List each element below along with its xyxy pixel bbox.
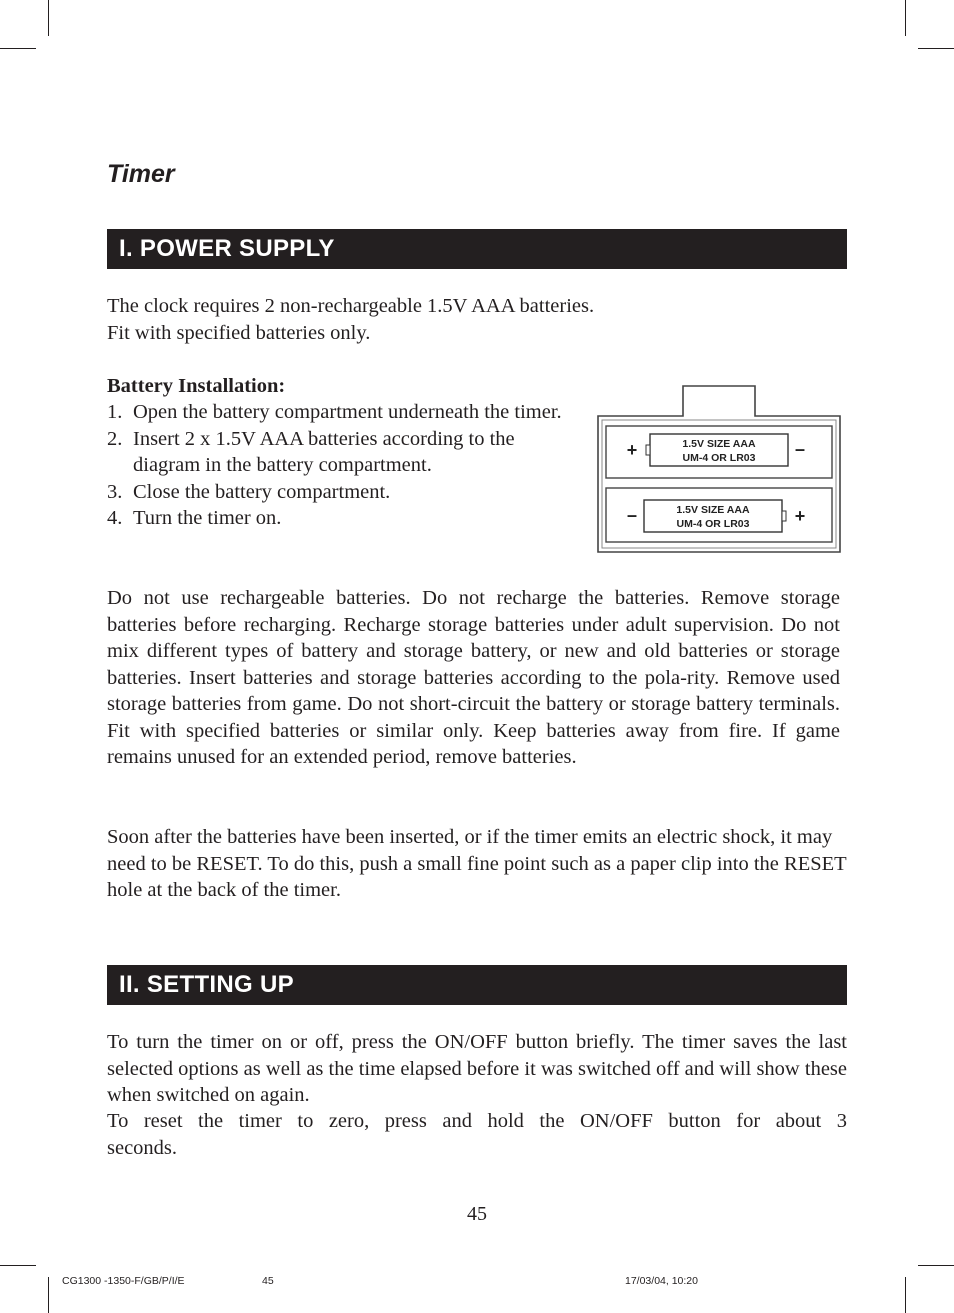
crop-mark [905, 1277, 906, 1313]
battery-label-top-line2: UM-4 OR LR03 [682, 452, 756, 464]
crop-mark [48, 1277, 49, 1313]
section-header-power-supply [107, 229, 847, 269]
footer-page: 45 [262, 1275, 274, 1287]
plus-sign: + [626, 440, 638, 460]
step-number: 2. [107, 427, 123, 450]
crop-mark [905, 0, 906, 36]
step-number: 4. [107, 507, 123, 529]
step-text: Open the battery compartment underneath the timer. [133, 401, 562, 423]
installation-steps [107, 399, 567, 532]
setting-up-paragraph: To turn the timer on or off, press the ON/OFF button briefly. The timer saves the last selected options as well as the time elapsed before it was switched off and will show these when switched on again. [107, 1031, 847, 1106]
section-header-label: I. POWER SUPPLY [119, 235, 335, 262]
list-item [107, 479, 567, 506]
reset-paragraph: Soon after the batteries have been inserted, or if the timer emits an electric shock, it may need to be RESET. To do this, push a small fine point such as a paper clip into the RESET hole at the back of the timer. [107, 826, 847, 901]
battery-warning-paragraph: Do not use rechargeable batteries. Do not recharge the batteries. Remove storage batteries before recharging. Recharge storage batteries under adult supervision. Do not mix different types of battery and storage battery, or new and old batteries or storage batteries. Insert batteries and storage batteries according to the pola-rity. Remove used storage batteries from game. Do not short-circuit the battery or storage battery terminals. Fit with specified batteries or similar only. Keep batteries away from fire. If game remains unused for an extended period, remove batteries. [107, 587, 840, 768]
list-item [107, 505, 567, 532]
battery-label-top-line1: 1.5V SIZE AAA [682, 438, 756, 450]
crop-mark [0, 1265, 36, 1266]
battery-label-bottom-line2: UM-4 OR LR03 [676, 518, 750, 530]
step-text: Turn the timer on. [133, 507, 282, 529]
page-number: 45 [467, 1203, 487, 1225]
minus-sign: – [626, 505, 638, 525]
minus-sign: – [794, 439, 806, 459]
page-title: Timer [107, 160, 175, 188]
list-item [107, 426, 567, 479]
step-text: Insert 2 x 1.5V AAA batteries according to the diagram in the battery compartment. [133, 427, 515, 476]
plus-sign: + [794, 506, 806, 526]
section-header-setting-up [107, 965, 847, 1005]
step-text: Close the battery compartment. [133, 480, 391, 503]
intro-line: Fit with specified batteries only. [107, 321, 371, 344]
footer-file-name: CG1300 -1350-F/GB/P/I/E [62, 1275, 185, 1287]
list-item [107, 399, 567, 426]
installation-heading: Battery Installation: [107, 375, 286, 397]
battery-compartment-diagram [594, 384, 844, 556]
intro-paragraph [107, 293, 847, 346]
step-number: 3. [107, 480, 123, 503]
reset-timer-paragraph: To reset the timer to zero, press and hold the ON/OFF button for about 3 seconds. [107, 1110, 847, 1159]
battery-label-bottom-line1: 1.5V SIZE AAA [676, 504, 750, 516]
crop-mark [0, 48, 36, 49]
footer-timestamp: 17/03/04, 10:20 [625, 1275, 698, 1287]
crop-mark [48, 0, 49, 36]
intro-line: The clock requires 2 non-rechargeable 1.5V AAA batteries. [107, 295, 595, 317]
crop-mark [918, 1265, 954, 1266]
crop-mark [918, 48, 954, 49]
section-header-label: II. SETTING UP [119, 971, 294, 998]
step-number: 1. [107, 401, 123, 423]
